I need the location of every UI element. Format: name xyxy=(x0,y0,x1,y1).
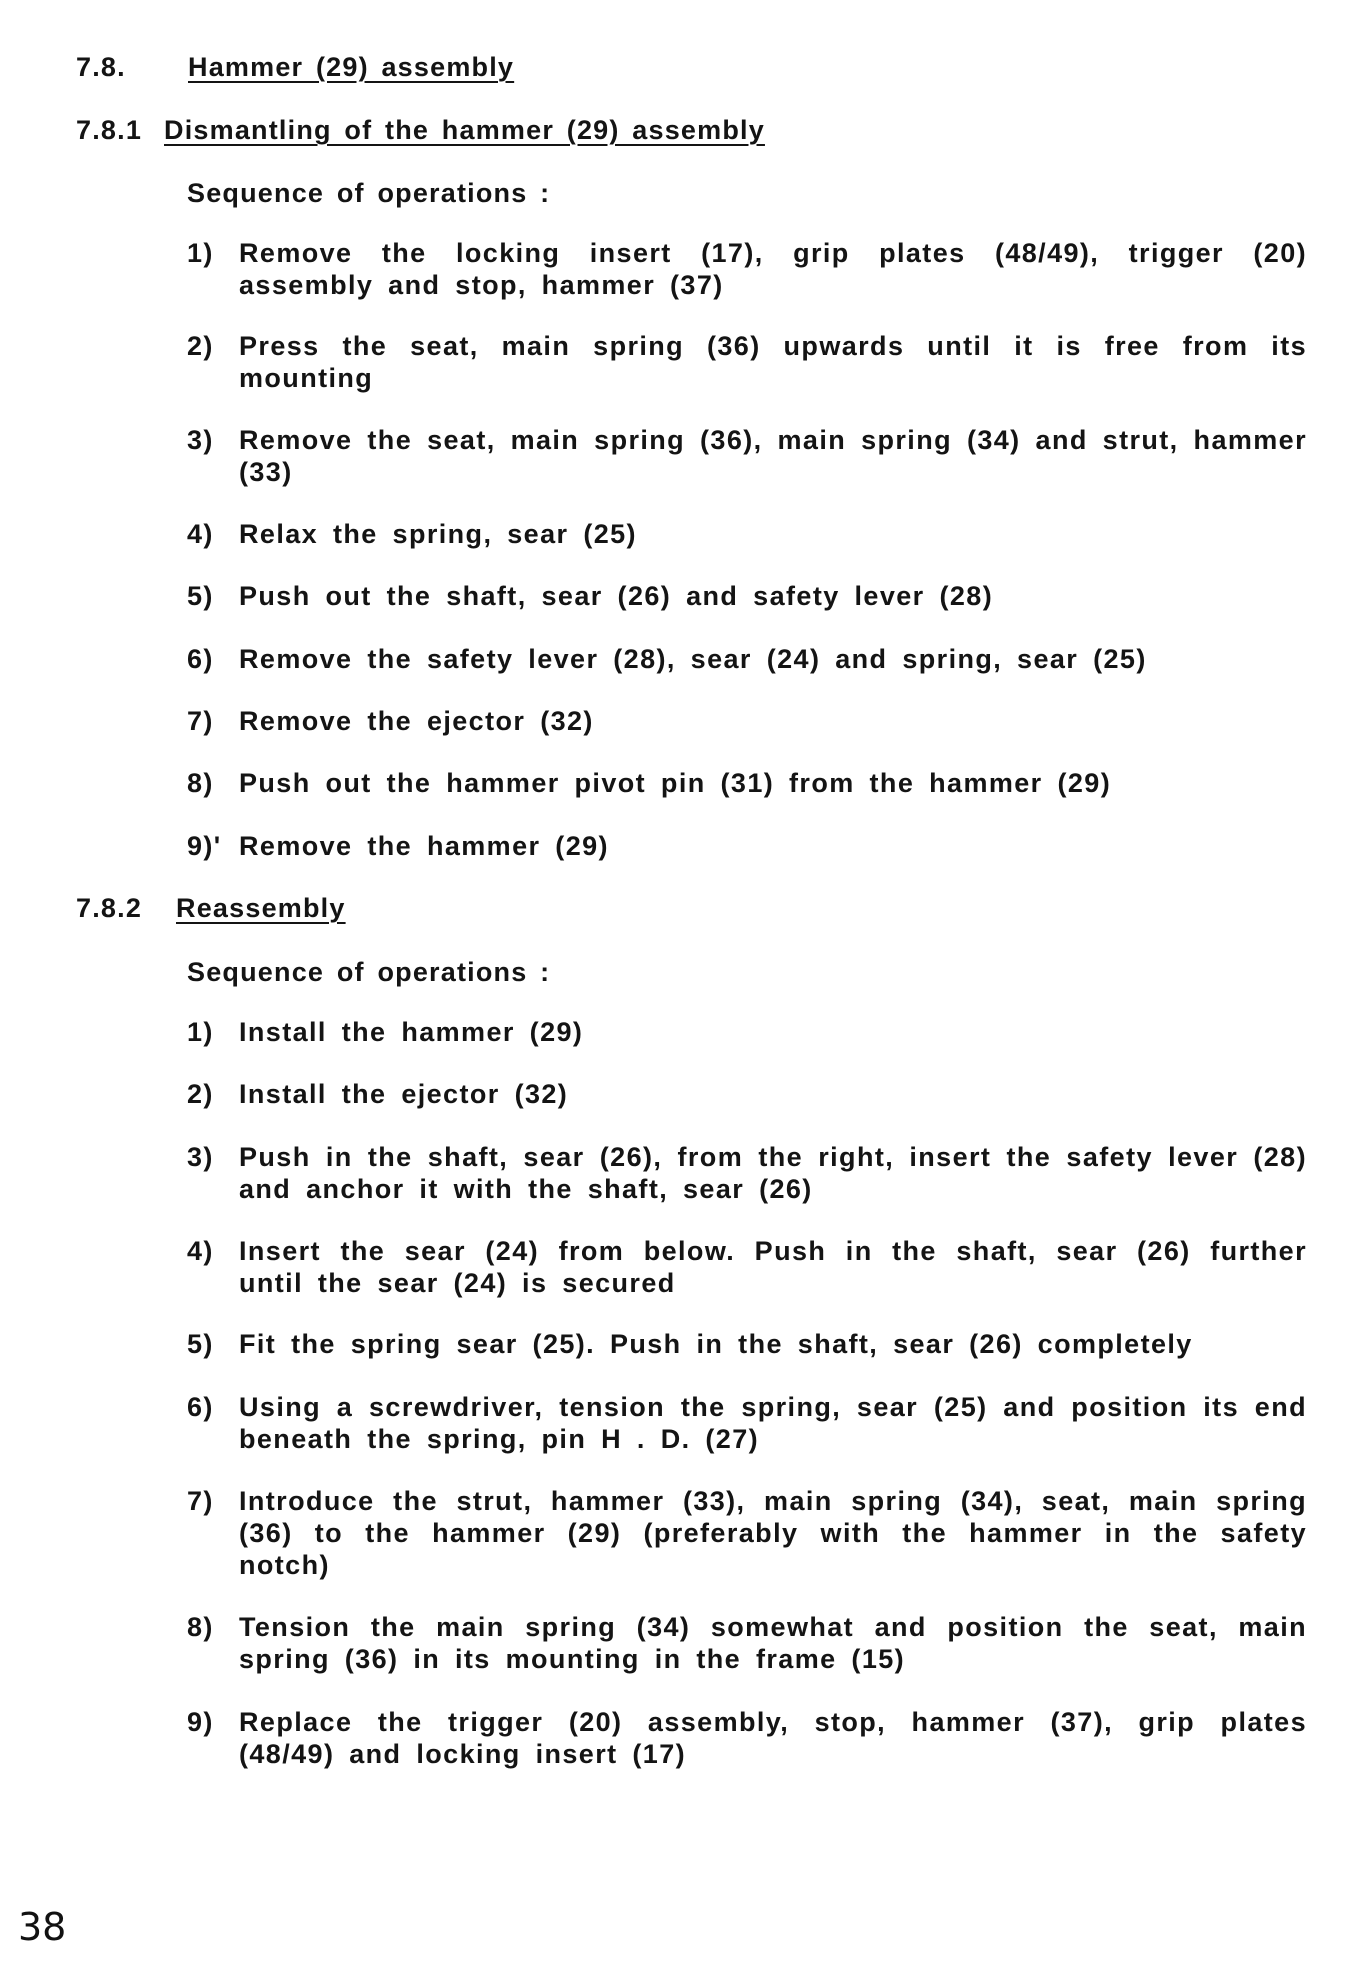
section-number: 7.8. xyxy=(76,52,126,82)
step-number: 3) xyxy=(187,1142,214,1172)
subsection-number: 7.8.1 xyxy=(76,115,143,145)
list-item xyxy=(187,1391,1307,1455)
step-number: 3) xyxy=(187,425,214,455)
step-number: 8) xyxy=(187,1612,214,1642)
step-text: Remove the safety lever (28), sear (24) and spring, sear (25) xyxy=(239,644,1147,674)
step-text: Press the seat, main spring (36) upwards until it is free from its mounting xyxy=(239,331,1307,393)
step-text: Install the hammer (29) xyxy=(239,1017,584,1047)
step-number: 7) xyxy=(187,706,214,736)
step-text: Relax the spring, sear (25) xyxy=(239,519,637,549)
step-text: Insert the sear (24) from below. Push in the shaft, sear (26) further until the sear (24) is secured xyxy=(239,1236,1307,1298)
subsection-heading-dismantling xyxy=(76,115,765,146)
step-text: Introduce the strut, hammer (33), main spring (34), seat, main spring (36) to the hammer (29) (preferably with the hammer in the safety notch) xyxy=(239,1486,1307,1580)
step-number: 7) xyxy=(187,1486,214,1516)
list-item xyxy=(187,1706,1307,1770)
list-item xyxy=(187,1141,1307,1205)
sequence-label: Sequence of operations : xyxy=(187,957,551,987)
list-item xyxy=(187,767,1307,799)
subsection-heading-reassembly xyxy=(76,893,346,924)
step-text: Push out the hammer pivot pin (31) from the hammer (29) xyxy=(239,768,1112,798)
step-number: 6) xyxy=(187,644,214,674)
step-number: 5) xyxy=(187,1329,214,1359)
step-text: Remove the hammer (29) xyxy=(239,831,609,861)
list-item xyxy=(187,643,1307,675)
step-number: 8) xyxy=(187,768,214,798)
step-text: Using a screwdriver, tension the spring, sear (25) and position its end beneath the spring, pin H . D. (27) xyxy=(239,1392,1307,1454)
list-item xyxy=(187,237,1307,301)
step-text: Install the ejector (32) xyxy=(239,1079,569,1109)
list-item xyxy=(187,424,1307,488)
list-item xyxy=(187,1016,1307,1048)
step-number: 1) xyxy=(187,238,214,268)
step-text: Fit the spring sear (25). Push in the shaft, sear (26) completely xyxy=(239,1329,1193,1359)
step-number: 4) xyxy=(187,519,214,549)
step-text: Replace the trigger (20) assembly, stop, hammer (37), grip plates (48/49) and locking insert (17) xyxy=(239,1707,1307,1769)
step-number: 1) xyxy=(187,1017,214,1047)
page-number: 38 xyxy=(18,1905,67,1949)
list-item xyxy=(187,1078,1307,1110)
subsection-number: 7.8.2 xyxy=(76,893,143,923)
subsection-title: Dismantling of the hammer (29) assembly xyxy=(164,115,765,145)
section-title: Hammer (29) assembly xyxy=(188,52,515,82)
step-number: 2) xyxy=(187,1079,214,1109)
list-item xyxy=(187,330,1307,394)
step-number: 9) xyxy=(187,1707,214,1737)
list-item xyxy=(187,1485,1307,1581)
step-text: Remove the seat, main spring (36), main spring (34) and strut, hammer (33) xyxy=(239,425,1307,487)
list-item xyxy=(187,580,1307,612)
list-item xyxy=(187,705,1307,737)
step-text: Tension the main spring (34) somewhat and position the seat, main spring (36) in its mounting in the frame (15) xyxy=(239,1612,1307,1674)
step-number: 2) xyxy=(187,331,214,361)
list-item xyxy=(187,1235,1307,1299)
step-text: Push in the shaft, sear (26), from the right, insert the safety lever (28) and anchor it with the shaft, sear (26) xyxy=(239,1142,1307,1204)
step-text: Remove the ejector (32) xyxy=(239,706,594,736)
step-number: 5) xyxy=(187,581,214,611)
subsection-title: Reassembly xyxy=(176,893,346,923)
sequence-label: Sequence of operations : xyxy=(187,178,551,208)
list-item xyxy=(187,518,1307,550)
list-item xyxy=(187,1328,1307,1360)
step-text: Remove the locking insert (17), grip plates (48/49), trigger (20) assembly and stop, hammer (37) xyxy=(239,238,1307,300)
section-heading xyxy=(76,52,514,83)
list-item xyxy=(187,830,1307,862)
step-number: 9)' xyxy=(187,831,222,861)
step-number: 6) xyxy=(187,1392,214,1422)
list-item xyxy=(187,1611,1307,1675)
step-text: Push out the shaft, sear (26) and safety lever (28) xyxy=(239,581,994,611)
step-number: 4) xyxy=(187,1236,214,1266)
